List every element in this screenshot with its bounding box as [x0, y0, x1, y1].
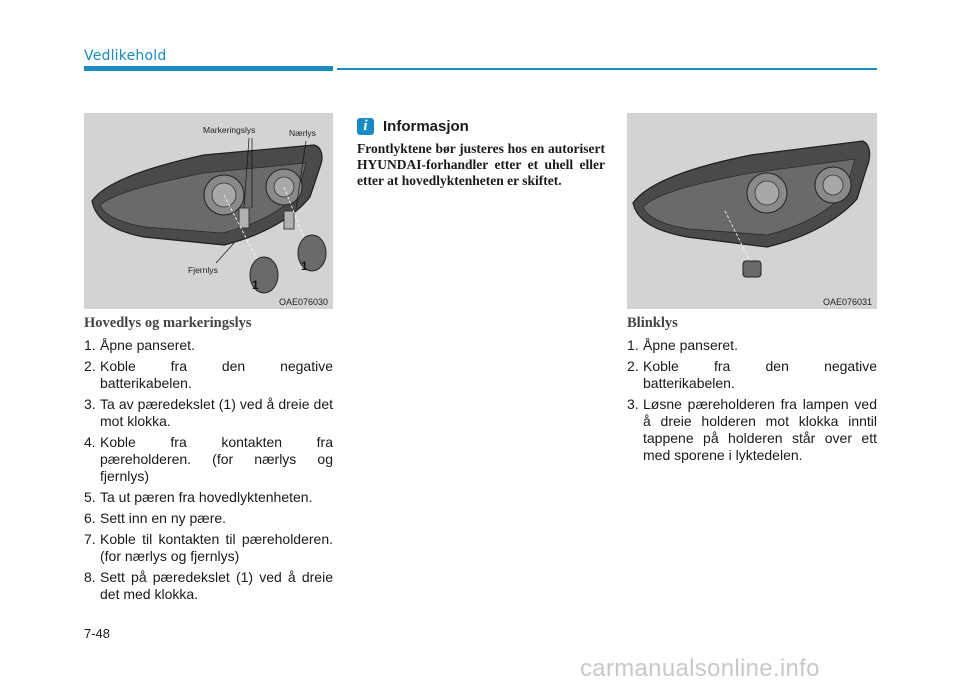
page-number: 7-48: [84, 626, 111, 641]
header-rule-thick: [84, 66, 333, 71]
headlamp-illustration-left: [84, 113, 333, 309]
watermark: carmanualsonline.info: [580, 655, 820, 682]
list-item: 2. Koble fra den negative batterikabelen.: [627, 358, 877, 391]
left-steps-list: [84, 337, 333, 607]
info-header: [357, 115, 469, 137]
figure-code: OAE076031: [822, 297, 872, 307]
list-item: 3. Løsne pæreholderen fra lampen ved å dreie holderen mot klokka inntil tappene på holderen står over ett med sporene i lyktedelen.: [627, 396, 877, 463]
callout-1-right: 1: [301, 259, 308, 273]
list-item: 3. Ta av pæredekslet (1) ved å dreie det mot klokka.: [84, 396, 333, 429]
label-markeringslys: Markeringslys: [203, 125, 256, 135]
list-item: 6. Sett inn en ny pære.: [84, 510, 227, 526]
list-item: 4. Koble fra kontakten fra pæreholderen. (for nærlys og fjernlys): [84, 434, 333, 484]
list-item: 8. Sett på pæredekslet (1) ved å dreie det med klokka.: [84, 569, 333, 602]
callout-1-left: 1: [252, 278, 259, 292]
list-item: 2. Koble fra den negative batterikabelen.: [84, 358, 333, 391]
info-body: Frontlyktene bør justeres hos en autorisert HYUNDAI-forhandler etter et uhell eller etter at hovedlyktenheten er skiftet.: [357, 141, 605, 188]
list-item: 7. Koble til kontakten til pæreholderen. (for nærlys og fjernlys): [84, 531, 333, 564]
header-rule-thin: [337, 68, 877, 70]
figure-code: OAE076030: [278, 297, 328, 307]
headlamp-drawing: [84, 113, 333, 309]
right-steps-list: [627, 337, 877, 468]
left-heading: Hovedlys og markeringslys: [84, 315, 252, 331]
list-item: 5. Ta ut pæren fra hovedlyktenheten.: [84, 489, 313, 505]
label-naerlys: Nærlys: [289, 128, 316, 138]
section-title: Vedlikehold: [84, 48, 167, 64]
list-item: 1. Åpne panseret.: [627, 337, 738, 353]
info-title: Informasjon: [383, 117, 469, 135]
list-item: 1. Åpne panseret.: [84, 337, 195, 353]
turn-signal-drawing: [627, 113, 877, 309]
right-heading: Blinklys: [627, 315, 678, 331]
label-fjernlys: Fjernlys: [188, 265, 218, 275]
info-icon: i: [357, 118, 374, 135]
headlamp-illustration-right: [627, 113, 877, 309]
